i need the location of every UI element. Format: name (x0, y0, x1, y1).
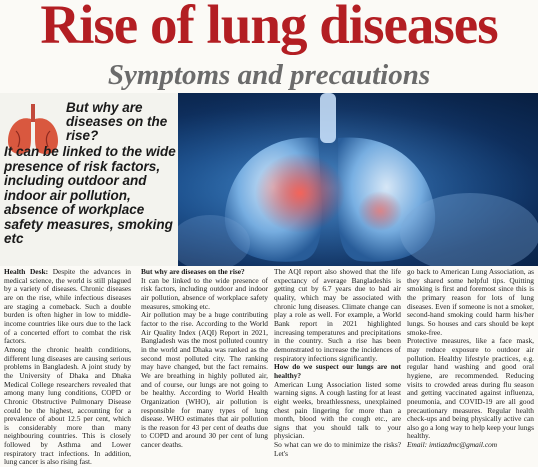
paragraph: It can be linked to the wide presence of risk factors, including outdoor and indoor air pollution, absence of workplace safety measures, smoking etc. (141, 275, 268, 311)
column-2 (141, 268, 268, 450)
column-3 (274, 268, 401, 458)
column-1 (4, 268, 131, 467)
paragraph: American Lung Association listed some warning signs. A cough lasting for at least eight weeks, breathlessness, unexplained chest pain lingering for more than a month, blood with the cough etc., are signs that you should talk to your physician. (274, 379, 401, 441)
column-4 (407, 268, 534, 450)
article-body (4, 267, 534, 467)
pull-quote-question: But why are diseases on the rise? (66, 100, 168, 143)
pull-quote-answer: It can be linked to the wide presence of risk factors, including outdoor and indoor air pollution, absence of workplace safety measures, smoking etc (4, 144, 176, 246)
headline: Rise of lung diseases (40, 0, 498, 55)
byline: Health Desk: (4, 267, 49, 276)
paragraph: go back to American Lung Association, as they shared some helpful tips. Quitting smoking is first and foremost since this is the primary reason for lots of lung diseases. Even if someone is not a smoker, second-hand smoking could harm his/her lungs. So houses and cars should be kept smoke-free. (407, 267, 534, 337)
paragraph: Among the chronic health conditions, different lung diseases are causing serious problems in Bangladesh. A joint study by the University of Dhaka and Dhaka Medical College researchers revealed that among many lung conditions, COPD or Chronic Obstructive Pulmonary Disease could be the highest, accounting for a prevalence of about 12.5 per cent, which is considerably more than many neighbouring countries. This is closely followed by Asthma and Lower respiratory tract infections. In addition, lung cancer is also rising fast. (4, 344, 131, 467)
section-heading: But why are diseases on the rise? (141, 267, 245, 276)
paragraph: Air pollution may be a huge contributing factor to the rise. According to the World Air Quality Index (AQI) Report in 2021, Bangladesh was the most polluted country in the world and Dhaka was ranked as the second most polluted city. The ranking may have changed, but the fact remains. We are breathing in highly polluted air, and of course, our lungs are not going to be healthy. According to World Health Organization (WHO), air pollution is responsible for many types of lung disease. WHO estimates that air pollution is the reason for 43 per cent of deaths due to COPD and around 30 per cent of lung cancer deaths. (141, 310, 268, 450)
paragraph: So what can we do to minimize the risks? Let's (274, 440, 401, 458)
paragraph: Protective measures, like a face mask, may reduce exposure to outdoor air pollution. Healthy lifestyle practices, e.g. regular hand washing and good oral hygiene, are recommended. Reducing visits to crowded areas during flu season and getting vaccinated against influenza, pneumonia, and COVID-19 are all good precautionary measures. Regular health check-ups and being physically active can also go a long way to help keep your lungs healthy. (407, 336, 534, 441)
author-email: Email: imtiazdmc@gmail.com (407, 440, 498, 450)
pull-quote-box (0, 93, 178, 266)
subheadline: Symptoms and precautions (107, 59, 431, 91)
section-heading: How do we suspect our lungs are not healthy? (274, 362, 401, 380)
paragraph: The AQI report also showed that the life expectancy of average Bangladeshis is getting cut by 6.7 years due to bad air quality, which may be associated with chronic lung diseases. Climate change can play a role as well. For example, a World Bank report in 2021 highlighted increasing temperatures and precipitations in the country. Such a rise has been demonstrated to increase the incidences of respiratory infections significantly. (274, 267, 401, 363)
paragraph: Despite the advances in medical science, the world is still plagued by a variety of diseases. Chronic diseases are on the rise, while infectious diseases are staging a comeback. Such a double burden is often higher in low to middle-income countries like ours due to the lack of a concerted effort to combat the risk factors. (4, 267, 132, 346)
